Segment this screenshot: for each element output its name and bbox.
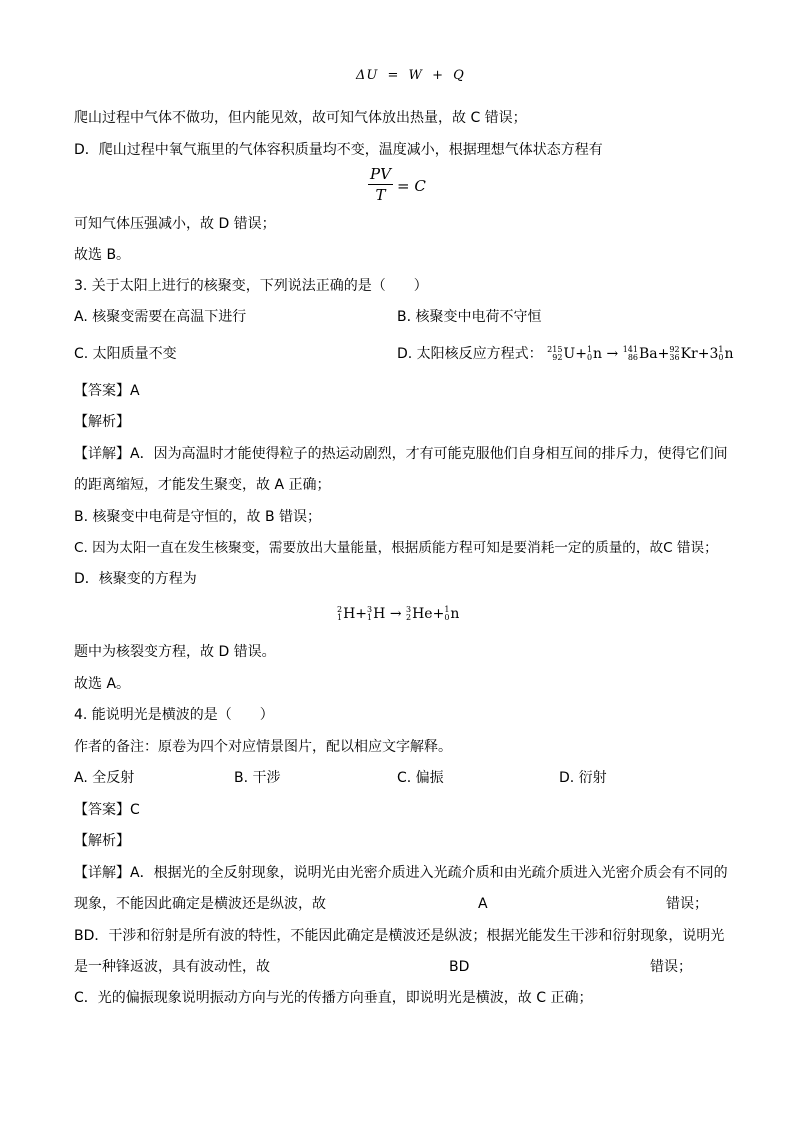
paragraph-d-line: D．爬山过程中氧气瓶里的气体容积质量均不变，温度减小，根据理想气体状态方程有 [74, 142, 603, 158]
q4-detail-a-line1: 【详解】A．根据光的全反射现象，说明光由光密介质进入光疏介质和由光疏介质进入光密介质会有不同的 [74, 865, 728, 881]
q4-detail-a-wrong: 错误； [666, 896, 708, 912]
q3-stem: 3. 关于太阳上进行的核聚变，下列说法正确的是（ ） [74, 278, 428, 294]
q4-detail-a-line2: 现象，不能因此确定是横波还是纵波，故 [74, 896, 326, 912]
q3-detail-c: C. 因为太阳一直在发生核聚变，需要放出大量能量，根据质能方程可知是要消耗一定的质量的，故C 错误； [74, 540, 718, 556]
q4-detail-bd-wrong: 错误； [650, 959, 692, 975]
q3-option-a: A. 核聚变需要在高温下进行 [74, 309, 247, 325]
q3-detail-a-line1: 【详解】A．因为高温时才能使得粒子的热运动剧烈，才有可能克服他们自身相互间的排斥力，使得它们间 [74, 446, 728, 462]
q3-fusion-equation: 2 1 H+ 3 1 H → 3 2 He+ 1 0 n [337, 605, 460, 622]
fraction-denominator: T [375, 186, 386, 204]
q3-fission-note: 题中为核裂变方程，故 D 错误。 [74, 644, 276, 660]
q3-fission-equation: 215 92 U+ 1 0 n → 141 86 Ba+ 92 36 Kr+3 1 0 n [547, 345, 734, 362]
fraction-numerator: PV [370, 165, 391, 183]
eq-w: W [408, 68, 423, 83]
q4-option-d: D. 衍射 [559, 770, 607, 786]
paragraph-c-wrong: 爬山过程中气体不做功，但内能见效，故可知气体放出热量，故 C 错误； [74, 110, 527, 126]
q4-option-c: C. 偏振 [397, 770, 444, 786]
q4-detail-c: C．光的偏振现象说明振动方向与光的传播方向垂直，即说明光是横波，故 C 正确； [74, 990, 593, 1006]
equation-first-law: ΔU = W + Q [356, 68, 465, 83]
q3-detail-d: D．核聚变的方程为 [74, 571, 197, 587]
arrow-icon: → [606, 346, 619, 362]
eq-q: Q [453, 68, 465, 83]
q3-detail-a-line2: 的距离缩短，才能发生聚变，故 A 正确； [74, 477, 331, 493]
q3-option-b: B. 核聚变中电荷不守恒 [397, 309, 542, 325]
eq-delta-u: ΔU [356, 68, 379, 83]
paragraph-d-wrong: 可知气体压强减小，故 D 错误； [74, 216, 276, 232]
paragraph-choose-b: 故选 B。 [74, 247, 131, 263]
equation-gas-law-fraction [368, 164, 393, 205]
q3-answer: 【答案】A [74, 383, 140, 399]
q3-option-c: C. 太阳质量不变 [74, 346, 177, 362]
q4-answer: 【答案】C [74, 802, 140, 818]
q4-detail-a-letter: A [478, 896, 488, 912]
q4-analysis-heading: 【解析】 [74, 833, 130, 849]
q4-stem: 4. 能说明光是横波的是（ ） [74, 707, 274, 723]
q4-author-note: 作者的备注：原卷为四个对应情景图片，配以相应文字解释。 [74, 739, 452, 755]
q4-option-a: A. 全反射 [74, 770, 135, 786]
q4-detail-bd-line1: BD．干涉和衍射是所有波的特性，不能因此确定是横波还是纵波；根据光能发生干涉和衍射现象，说明光 [74, 928, 725, 944]
q3-analysis-heading: 【解析】 [74, 414, 130, 430]
equation-gas-law-rhs: = C [397, 177, 426, 195]
q4-detail-bd-letters: BD [449, 959, 470, 975]
q3-choose: 故选 A。 [74, 676, 131, 692]
arrow-icon: → [389, 606, 402, 622]
q3-detail-b: B. 核聚变中电荷是守恒的，故 B 错误； [74, 509, 322, 525]
q4-detail-bd-line2: 是一种锋返波，具有波动性，故 [74, 959, 270, 975]
q3-option-d [397, 344, 733, 364]
q3-option-d-label: D. 太阳核反应方程式： [397, 346, 543, 362]
q4-option-b: B. 干涉 [234, 770, 281, 786]
